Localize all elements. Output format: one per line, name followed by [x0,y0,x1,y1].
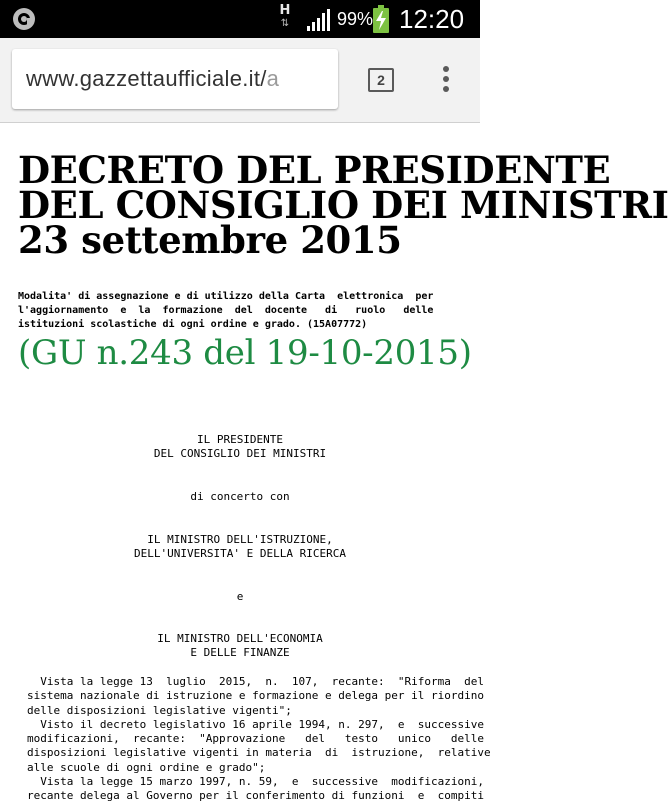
network-type-label: H [279,3,291,18]
title-line: 23 settembre 2015 [18,218,402,262]
heading-line: E DELLE FINANZE [190,646,290,660]
title-line: DEL CONSIGLIO DEI MINISTRI [18,183,669,227]
subtitle-line: Modalita' di assegnazione e di utilizzo della Carta elettronica per [18,291,434,302]
heading-ministro-istruzione [0,533,480,562]
overflow-menu-icon[interactable] [436,66,456,94]
heading-ministro-economia [0,632,480,661]
url-path: a [266,66,280,91]
heading-line: IL PRESIDENTE [196,433,284,446]
body-line: alle scuole di ogni ordine e grado"; [27,760,266,774]
network-activity-icon: ⇅ [280,18,290,29]
conjunction-text: e [236,590,244,603]
clock: 12:20 [399,4,465,34]
url-host: www.gazzettaufficiale.it/ [26,66,267,91]
body-line: Vista la legge 15 marzo 1997, n. 59, e successive modificazioni, [27,775,484,789]
body-line: Vista la legge 13 luglio 2015, n. 107, recante: "Riforma del [27,675,484,688]
document-subtitle [18,290,448,332]
body-line: sistema nazionale di istruzione e formazione e delega per il riordino [27,689,484,703]
battery-charging-icon [373,5,389,33]
page-content [0,123,669,803]
heading-line: IL MINISTRO DELL'ECONOMIA [157,632,323,645]
body-line: delle disposizioni legislative vigenti"; [27,703,292,717]
heading-line: DELL'UNIVERSITA' E DELLA RICERCA [134,547,346,561]
body-line: recante delega al Governo per il conferimento di funzioni e compiti [27,789,484,803]
heading-line: IL MINISTRO DELL'ISTRUZIONE, [147,533,333,546]
subtitle-line: istituzioni scolastiche di ogni ordine e grado. (15A07772) [18,319,368,330]
title-line: DECRETO DEL PRESIDENTE [18,148,611,192]
gazzetta-reference: (GU n.243 del 19-10-2015) [18,333,472,373]
concerto-text: di concerto con [190,490,290,503]
document-title [18,148,669,262]
status-bar [0,0,480,38]
battery-percent: 99% [337,9,374,29]
body-line: disposizioni legislative vigenti in materia di istruzione, relative [27,746,491,760]
heading-line: DEL CONSIGLIO DEI MINISTRI [153,447,327,461]
body-line: modificazioni, recante: "Approvazione del testo unico delle [27,732,484,746]
address-bar[interactable] [12,49,338,109]
subtitle-line: l'aggiornamento e la formazione del docente di ruolo delle [18,305,434,316]
assistant-icon [12,7,36,31]
signal-icon [306,8,334,32]
heading-presidente [0,433,480,462]
url-text[interactable] [26,65,279,93]
tab-switcher-icon[interactable]: 2 [368,68,394,92]
browser-toolbar [0,38,480,123]
decree-body [27,675,491,804]
body-line: Visto il decreto legislativo 16 aprile 1994, n. 297, e successive [27,717,484,731]
